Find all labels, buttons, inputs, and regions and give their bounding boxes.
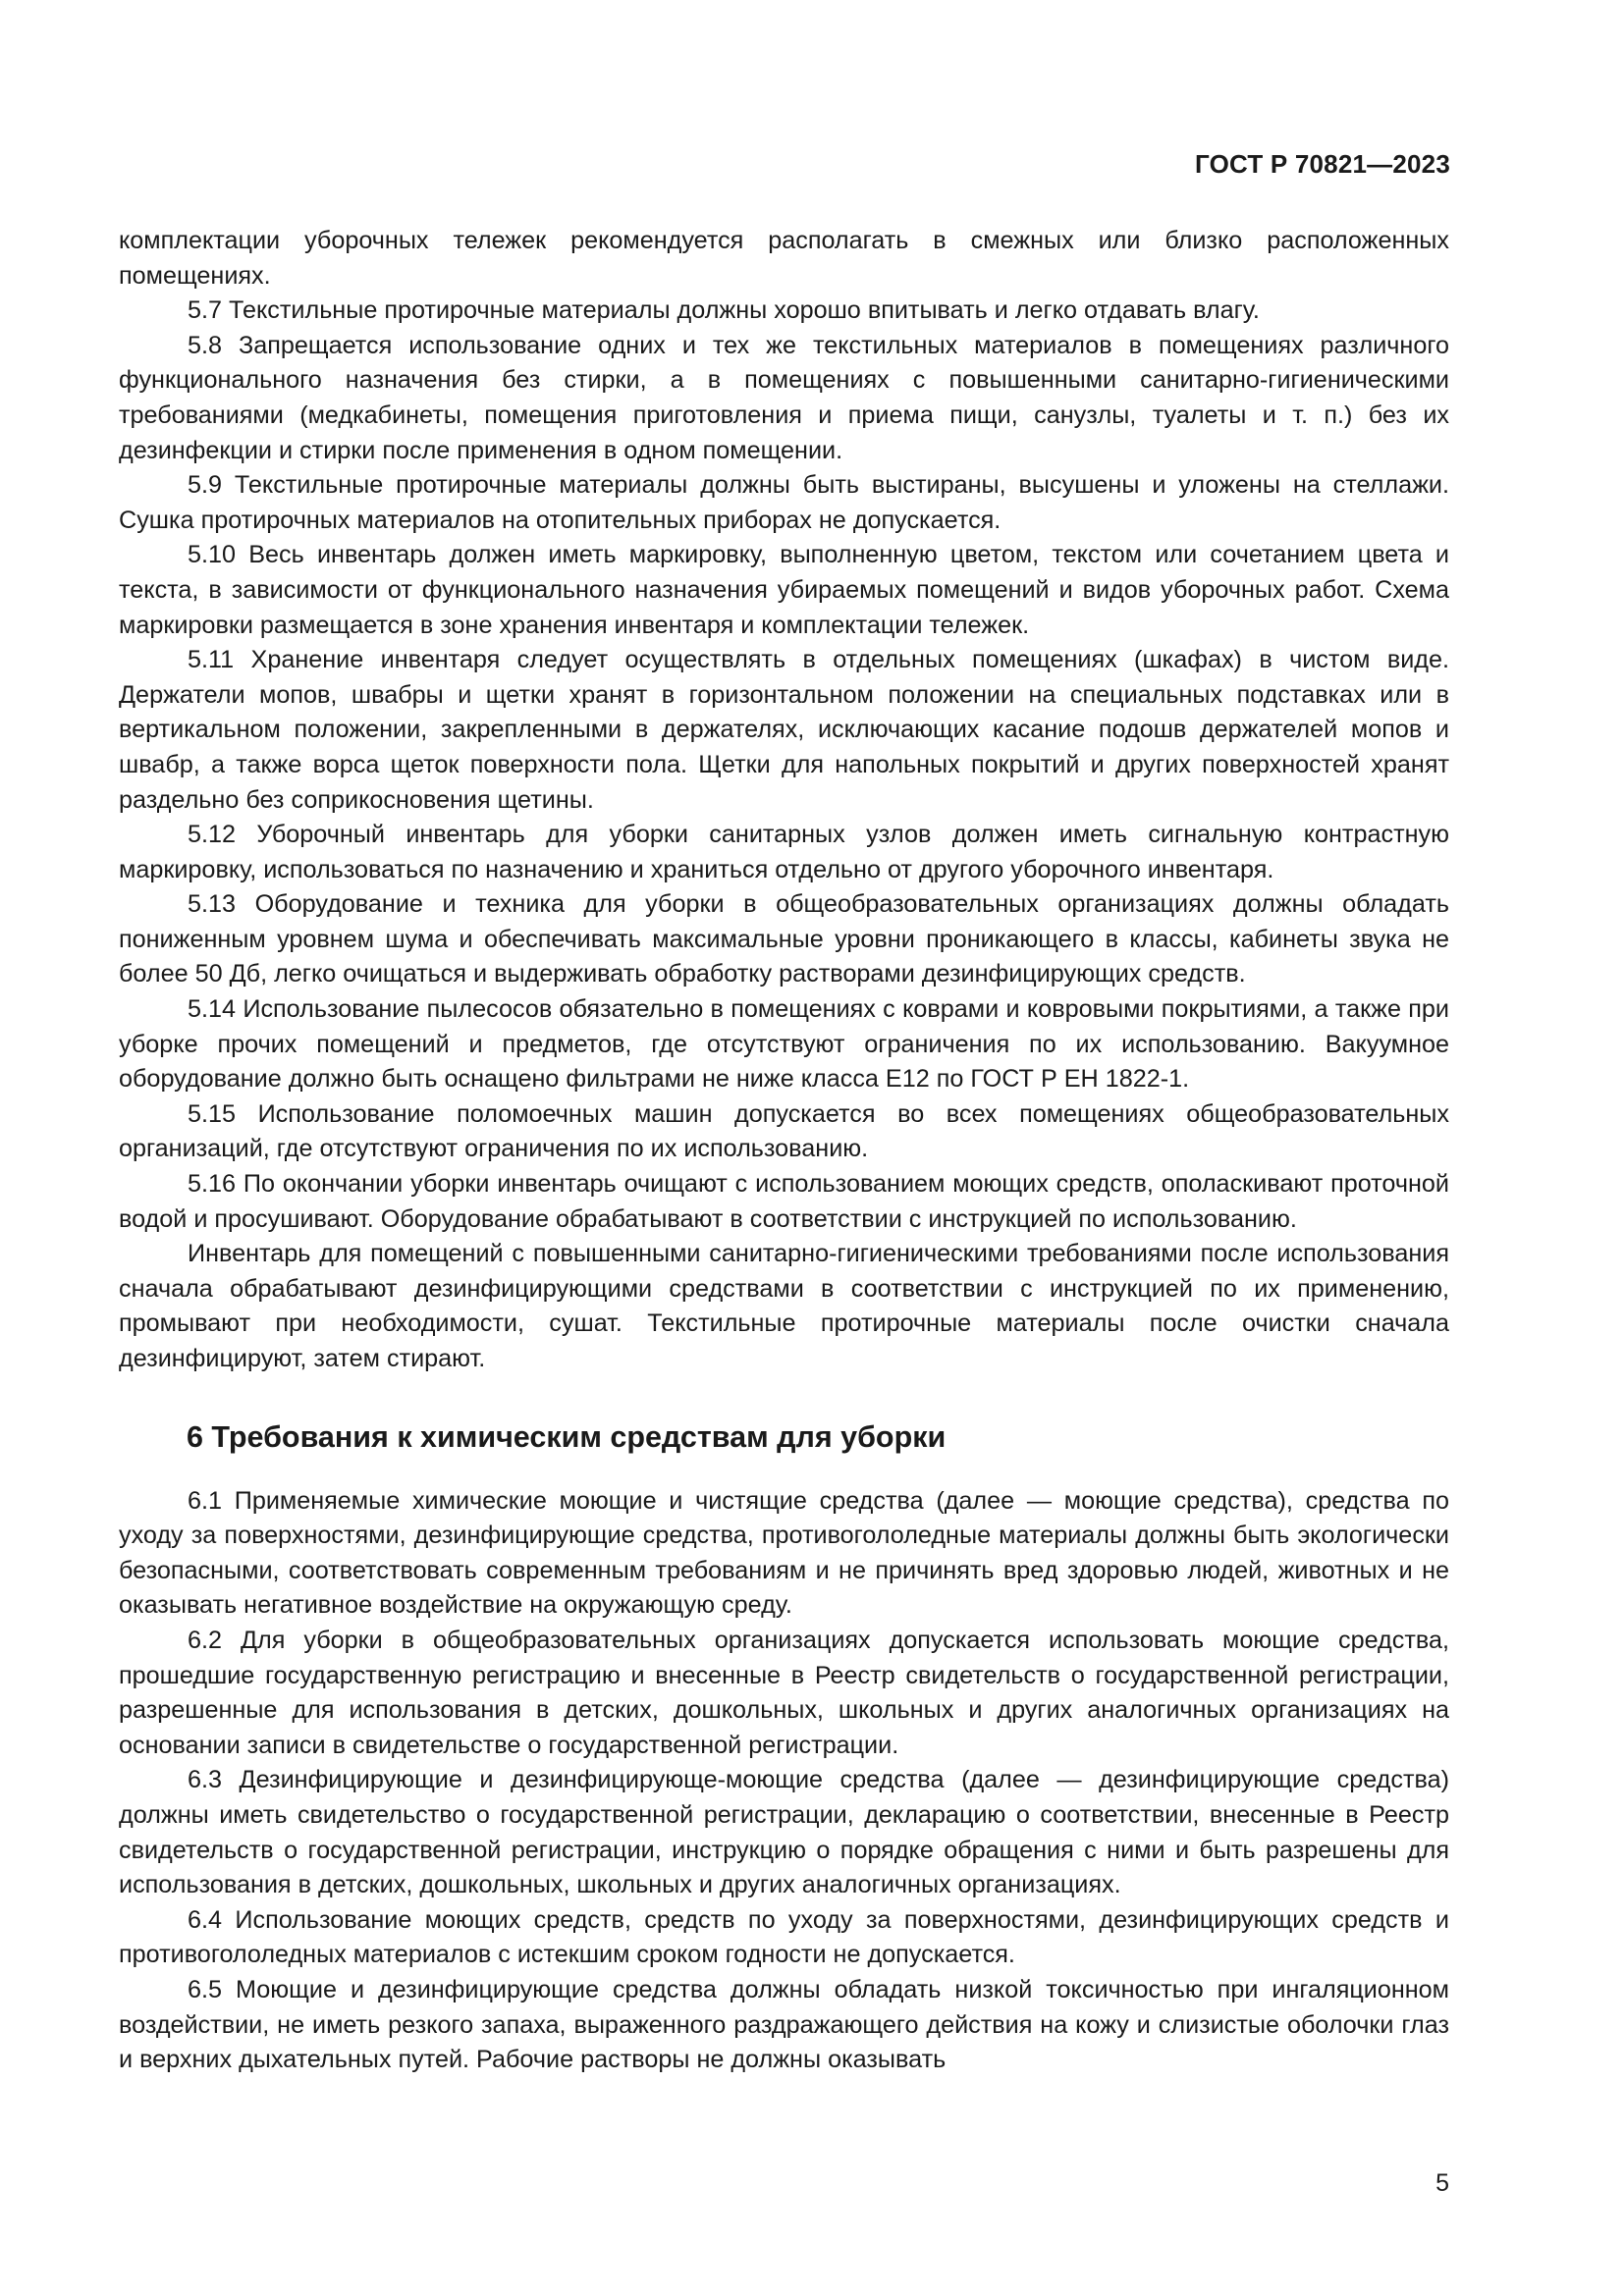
clause-6-4: 6.4 Использование моющих средств, средств по уходу за поверхностями, дезинфицирующих средств и противогололедных материалов с истекшим сроком годности не допускается. xyxy=(119,1905,1449,1969)
clause-5-13: 5.13 Оборудование и техника для уборки в общеобразовательных организациях должны обладать пониженным уровнем шума и обеспечивать максимальные уровни проникающего в классы, кабинеты звука не более 50 Дб, легко очищаться и выдерживать обработку растворами дезинфицирующих средств. xyxy=(119,890,1449,988)
clause-5-11: 5.11 Хранение инвентаря следует осуществлять в отдельных помещениях (шкафах) в чистом виде. Держатели мопов, швабры и щетки хранят в горизонтальном положении на специальных подставках или в вертикальном положении, закрепленными в держателях, исключающих касание подошв держателей мопов и швабр, а также ворса щеток поверхности пола. Щетки для напольных покрытий и других поверхностей хранят раздельно без соприкосновения щетины. xyxy=(119,646,1449,814)
clause-5-16-continued: Инвентарь для помещений с повышенными санитарно-гигиеническими требованиями после использования сначала обрабатывают дезинфицирующими средствами в соответствии с инструкцией по их применению, промывают при необходимости, сушат. Текстильные протирочные материалы после очистки сначала дезинфицируют, затем стирают. xyxy=(119,1240,1449,1372)
clause-6-1: 6.1 Применяемые химические моющие и чистящие средства (далее — моющие средства), средства по уходу за поверхностями, дезинфицирующие средства, противогололедные материалы должны быть экологически безопасными, соответствовать современным требованиям и не причинять вред здоровью людей, животных и не оказывать негативное воздействие на окружающую среду. xyxy=(119,1486,1449,1620)
page-number: 5 xyxy=(1435,2169,1449,2197)
clause-5-16: 5.16 По окончании уборки инвентарь очищают с использованием моющих средств, ополаскивают проточной водой и просушивают. Оборудование обрабатывают в соответствии с инструкцией по использованию. xyxy=(119,1170,1449,1233)
clause-5-14: 5.14 Использование пылесосов обязательно в помещениях с коврами и ковровыми покрытиями, а также при уборке прочих помещений и предметов, где отсутствуют ограничения по их использованию. Вакуумное оборудование должно быть оснащено фильтрами не ниже класса Е12 по ГОСТ Р ЕН 1822-1. xyxy=(119,995,1449,1094)
clause-5-10: 5.10 Весь инвентарь должен иметь маркировку, выполненную цветом, текстом или сочетанием цвета и текста, в зависимости от функционального назначения убираемых помещений и видов уборочных работ. Схема маркировки размещается в зоне хранения инвентаря и комплектации тележек. xyxy=(119,541,1449,639)
clause-6-3: 6.3 Дезинфицирующие и дезинфицирующе-моющие средства (далее — дезинфицирующие средства) должны иметь свидетельство о государственной регистрации, декларацию о соответствии, внесенные в Реестр свидетельств о государственной регистрации, инструкцию о порядке обращения с ними и быть разрешены для использования в детских, дошкольных, школьных и других аналогичных организациях. xyxy=(119,1766,1449,1899)
clause-6-2: 6.2 Для уборки в общеобразовательных организациях допускается использовать моющие средства, прошедшие государственную регистрацию и внесенные в Реестр свидетельств о государственной регистрации, разрешенные для использования в детских, дошкольных, школьных и других аналогичных организациях на основании записи в свидетельстве о государственной регистрации. xyxy=(119,1626,1449,1759)
section-6-heading: 6 Требования к химическим средствам для уборки xyxy=(187,1419,947,1454)
clause-5-15: 5.15 Использование поломоечных машин допускается во всех помещениях общеобразовательных организаций, где отсутствуют ограничения по их использованию. xyxy=(119,1099,1449,1163)
clause-5-12: 5.12 Уборочный инвентарь для уборки санитарных узлов должен иметь сигнальную контрастную маркировку, использоваться по назначению и храниться отдельно от другого уборочного инвентаря. xyxy=(119,821,1449,883)
clause-5-8: 5.8 Запрещается использование одних и тех же текстильных материалов в помещениях различного функционального назначения без стирки, а в помещениях с повышенными санитарно-гигиеническими требованиями (медкабинеты, помещения приготовления и приема пищи, санузлы, туалеты и т. п.) без их дезинфекции и стирки после применения в одном помещении. xyxy=(119,331,1449,464)
clause-5-9: 5.9 Текстильные протирочные материалы должны быть выстираны, высушены и уложены на стеллажи. Сушка протирочных материалов на отопительных приборах не допускается. xyxy=(119,471,1449,534)
document-code-header: ГОСТ Р 70821—2023 xyxy=(1195,149,1450,179)
document-body xyxy=(119,224,1449,2078)
clause-6-5: 6.5 Моющие и дезинфицирующие средства должны обладать низкой токсичностью при ингаляционном воздействии, не иметь резкого запаха, выраженного раздражающего действия на кожу и слизистые оболочки глаз и верхних дыхательных путей. Рабочие растворы не должны оказывать xyxy=(119,1975,1449,2074)
paragraph-continuation: комплектации уборочных тележек рекомендуется располагать в смежных или близко расположенных помещениях. xyxy=(119,227,1449,290)
clause-5-7: 5.7 Текстильные протирочные материалы должны хорошо впитывать и легко отдавать влагу. xyxy=(188,296,1260,325)
